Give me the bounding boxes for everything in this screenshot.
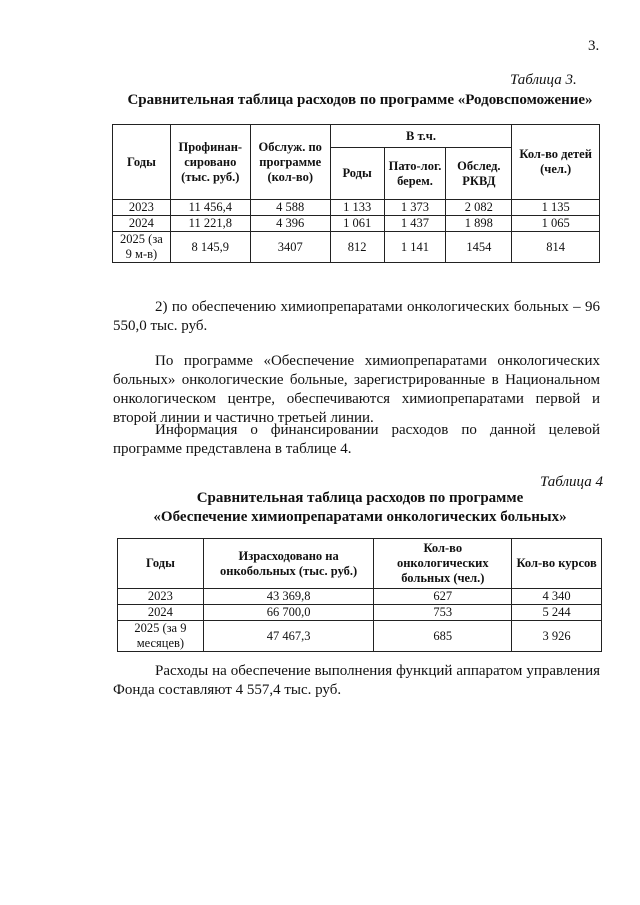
cell-year: 2025 (за 9 месяцев): [118, 621, 204, 652]
table-row: [113, 200, 600, 216]
table-row: [113, 232, 600, 263]
table4-header-spent: Израсходовано на онкобольных (тыс. руб.): [203, 539, 374, 589]
cell-financed: 11 221,8: [170, 216, 250, 232]
paragraph-admin-expenses: Расходы на обеспечение выполнения функций аппаратом управления Фонда составляют 4 557,4 тыс. руб.: [113, 663, 600, 698]
table-row: [118, 621, 602, 652]
table-row: [113, 216, 600, 232]
cell-pathology: 1 437: [384, 216, 446, 232]
table4-header-years: Годы: [118, 539, 204, 589]
cell-pathology: 1 373: [384, 200, 446, 216]
cell-financed: 8 145,9: [170, 232, 250, 263]
cell-births: 812: [330, 232, 384, 263]
table3-header-exam: Обслед. РКВД: [446, 148, 512, 200]
cell-births: 1 061: [330, 216, 384, 232]
cell-patients: 685: [374, 621, 512, 652]
cell-spent: 66 700,0: [203, 605, 374, 621]
cell-exam: 1454: [446, 232, 512, 263]
table3-header-years: Годы: [113, 125, 171, 200]
cell-year: 2025 (за 9 м-в): [113, 232, 171, 263]
page-number: 3.: [588, 38, 600, 54]
table4-header-patients: Кол-во онкологических больных (чел.): [374, 539, 512, 589]
cell-served: 3407: [250, 232, 330, 263]
cell-spent: 43 369,8: [203, 589, 374, 605]
table4: [117, 538, 602, 652]
cell-courses: 5 244: [512, 605, 602, 621]
cell-children: 1 065: [512, 216, 600, 232]
paragraph-chemo-total: 2) по обеспечению химиопрепаратами онкологических больных – 96 550,0 тыс. руб.: [113, 299, 600, 334]
table3-header-served: Обслуж. по программе (кол-во): [250, 125, 330, 200]
cell-year: 2024: [118, 605, 204, 621]
table4-title-line2: «Обеспечение химиопрепаратами онкологических больных»: [153, 509, 567, 525]
cell-patients: 627: [374, 589, 512, 605]
table4-caption: Таблица 4: [540, 474, 603, 490]
paragraph-chemo-info: Информация о финансировании расходов по данной целевой программе представлена в таблице 4.: [113, 422, 600, 457]
paragraph-chemo-program: По программе «Обеспечение химиопрепаратами онкологических больных» онкологические больные, зарегистрированные в Национальном онкологическом центре, обеспечиваются химиопрепаратами первой и второй линии и частично третьей линии.: [113, 353, 600, 426]
cell-exam: 1 898: [446, 216, 512, 232]
table-row: [118, 605, 602, 621]
table4-header-courses: Кол-во курсов: [512, 539, 602, 589]
table3-header-incl: В т.ч.: [330, 125, 512, 148]
cell-children: 814: [512, 232, 600, 263]
table3-header-births: Роды: [330, 148, 384, 200]
cell-spent: 47 467,3: [203, 621, 374, 652]
cell-year: 2024: [113, 216, 171, 232]
table4-title-line1: Сравнительная таблица расходов по программе: [196, 490, 524, 506]
cell-served: 4 588: [250, 200, 330, 216]
table3-caption: Таблица 3.: [510, 72, 577, 88]
cell-served: 4 396: [250, 216, 330, 232]
table3: [112, 124, 600, 263]
cell-courses: 3 926: [512, 621, 602, 652]
cell-patients: 753: [374, 605, 512, 621]
cell-year: 2023: [118, 589, 204, 605]
table3-header-children: Кол-во детей (чел.): [512, 125, 600, 200]
cell-year: 2023: [113, 200, 171, 216]
table-row: [118, 589, 602, 605]
cell-pathology: 1 141: [384, 232, 446, 263]
cell-financed: 11 456,4: [170, 200, 250, 216]
cell-children: 1 135: [512, 200, 600, 216]
cell-births: 1 133: [330, 200, 384, 216]
table3-title: Сравнительная таблица расходов по программе «Родовспоможение»: [127, 92, 593, 108]
table3-header-pathology: Пато-лог. берем.: [384, 148, 446, 200]
cell-courses: 4 340: [512, 589, 602, 605]
table3-header-financed: Профинан-сировано (тыс. руб.): [170, 125, 250, 200]
cell-exam: 2 082: [446, 200, 512, 216]
